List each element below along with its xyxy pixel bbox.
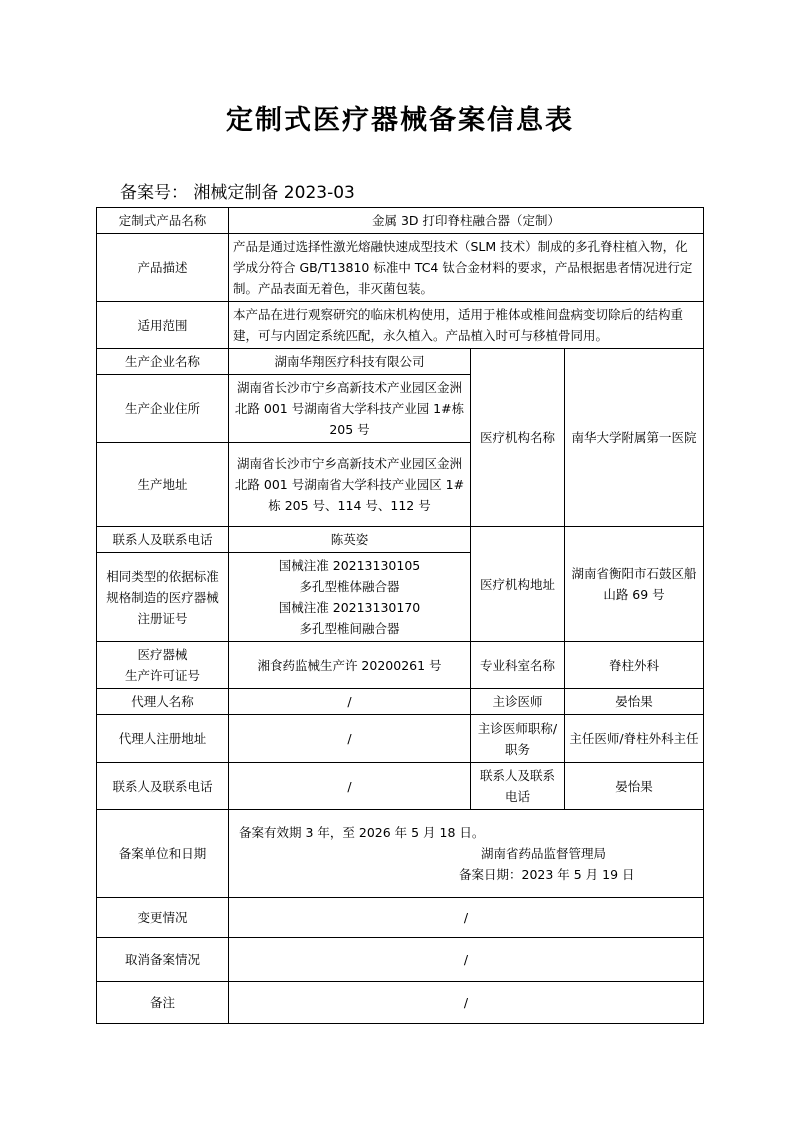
scope-label: 适用范围 bbox=[97, 302, 229, 349]
agent-name-value: / bbox=[229, 689, 471, 715]
table-row bbox=[97, 898, 704, 938]
cancel-label: 取消备案情况 bbox=[97, 938, 229, 982]
manufacturer-value: 湖南华翔医疗科技有限公司 bbox=[229, 349, 471, 375]
contact-label: 联系人及联系电话 bbox=[97, 527, 229, 553]
table-row bbox=[97, 208, 704, 234]
table-row bbox=[97, 982, 704, 1024]
agent-contact-label: 联系人及联系电话 bbox=[97, 763, 229, 810]
mfr-address-value: 湖南省长沙市宁乡高新技术产业园区金洲北路 001 号湖南省大学科技产业园 1#栋 205 号 bbox=[229, 375, 471, 443]
remarks-label: 备注 bbox=[97, 982, 229, 1024]
table-row bbox=[97, 689, 704, 715]
changes-value: / bbox=[229, 898, 704, 938]
doctor-label: 主诊医师 bbox=[471, 689, 565, 715]
product-desc-label: 产品描述 bbox=[97, 234, 229, 302]
registration-line: 多孔型椎间融合器 bbox=[299, 621, 400, 636]
remarks-value: / bbox=[229, 982, 704, 1024]
doctor-value: 晏怡果 bbox=[565, 689, 704, 715]
agent-address-value: / bbox=[229, 715, 471, 763]
agent-address-label: 代理人注册地址 bbox=[97, 715, 229, 763]
manufacturer-label: 生产企业名称 bbox=[97, 349, 229, 375]
filing-date: 备案日期：2023 年 5 月 19 日 bbox=[459, 867, 635, 882]
institution-name-value: 南华大学附属第一医院 bbox=[565, 349, 704, 527]
table-row bbox=[97, 302, 704, 349]
changes-label: 变更情况 bbox=[97, 898, 229, 938]
table-row bbox=[97, 763, 704, 810]
license-value: 湘食药监械生产许 20200261 号 bbox=[229, 642, 471, 689]
institution-contact-value: 晏怡果 bbox=[565, 763, 704, 810]
page-title: 定制式医疗器械备案信息表 bbox=[226, 105, 574, 136]
institution-address-value: 湖南省衡阳市石鼓区船山路 69 号 bbox=[565, 527, 704, 642]
agent-name-label: 代理人名称 bbox=[97, 689, 229, 715]
license-label: 医疗器械 生产许可证号 bbox=[97, 642, 229, 689]
registration-line: 国械注准 20213130170 bbox=[278, 600, 421, 615]
table-row bbox=[97, 349, 704, 375]
prod-address-value: 湖南省长沙市宁乡高新技术产业园区金洲北路 001 号湖南省大学科技产业园区 1#栋 205 号、114 号、112 号 bbox=[229, 443, 471, 527]
prod-address-label: 生产地址 bbox=[97, 443, 229, 527]
filing-number: 备案号： 湘械定制备 2023-03 bbox=[120, 183, 355, 203]
scope-value: 本产品在进行观察研究的临床机构使用，适用于椎体或椎间盘病变切除后的结构重建，可与内固定系统匹配，永久植入。产品植入时可与移植骨同用。 bbox=[229, 302, 704, 349]
product-name-label: 定制式产品名称 bbox=[97, 208, 229, 234]
filing-unit-value bbox=[229, 810, 704, 898]
mfr-address-label: 生产企业住所 bbox=[97, 375, 229, 443]
table-row bbox=[97, 810, 704, 898]
registration-line: 多孔型椎体融合器 bbox=[299, 579, 400, 594]
table-row bbox=[97, 938, 704, 982]
filing-unit-label: 备案单位和日期 bbox=[97, 810, 229, 898]
doctor-title-label: 主诊医师职称/职务 bbox=[471, 715, 565, 763]
department-label: 专业科室名称 bbox=[471, 642, 565, 689]
product-desc-value: 产品是通过选择性激光熔融快速成型技术（SLM 技术）制成的多孔脊柱植入物，化学成分符合 GB/T13810 标准中 TC4 钛合金材料的要求，产品根据患者情况进行定制。产品表面无着色，非灭菌包装。 bbox=[229, 234, 704, 302]
product-name-value: 金属 3D 打印脊柱融合器（定制） bbox=[229, 208, 704, 234]
cancel-value: / bbox=[229, 938, 704, 982]
agent-contact-value: / bbox=[229, 763, 471, 810]
institution-address-label: 医疗机构地址 bbox=[471, 527, 565, 642]
institution-contact-label: 联系人及联系电话 bbox=[471, 763, 565, 810]
institution-name-label: 医疗机构名称 bbox=[471, 349, 565, 527]
doctor-title-value: 主任医师/脊柱外科主任 bbox=[565, 715, 704, 763]
contact-value: 陈英姿 bbox=[229, 527, 471, 553]
registration-line: 国械注准 20213130105 bbox=[278, 558, 421, 573]
table-row bbox=[97, 234, 704, 302]
department-value: 脊柱外科 bbox=[565, 642, 704, 689]
table-row bbox=[97, 715, 704, 763]
filing-info-table bbox=[96, 207, 704, 1024]
same-type-label: 相同类型的依据标准规格制造的医疗器械注册证号 bbox=[97, 553, 229, 642]
same-type-value bbox=[229, 553, 471, 642]
table-row bbox=[97, 642, 704, 689]
table-row bbox=[97, 527, 704, 553]
authority-name: 湖南省药品监督管理局 bbox=[481, 846, 607, 861]
validity-text: 备案有效期 3 年，至 2026 年 5 月 18 日。 bbox=[239, 825, 485, 840]
